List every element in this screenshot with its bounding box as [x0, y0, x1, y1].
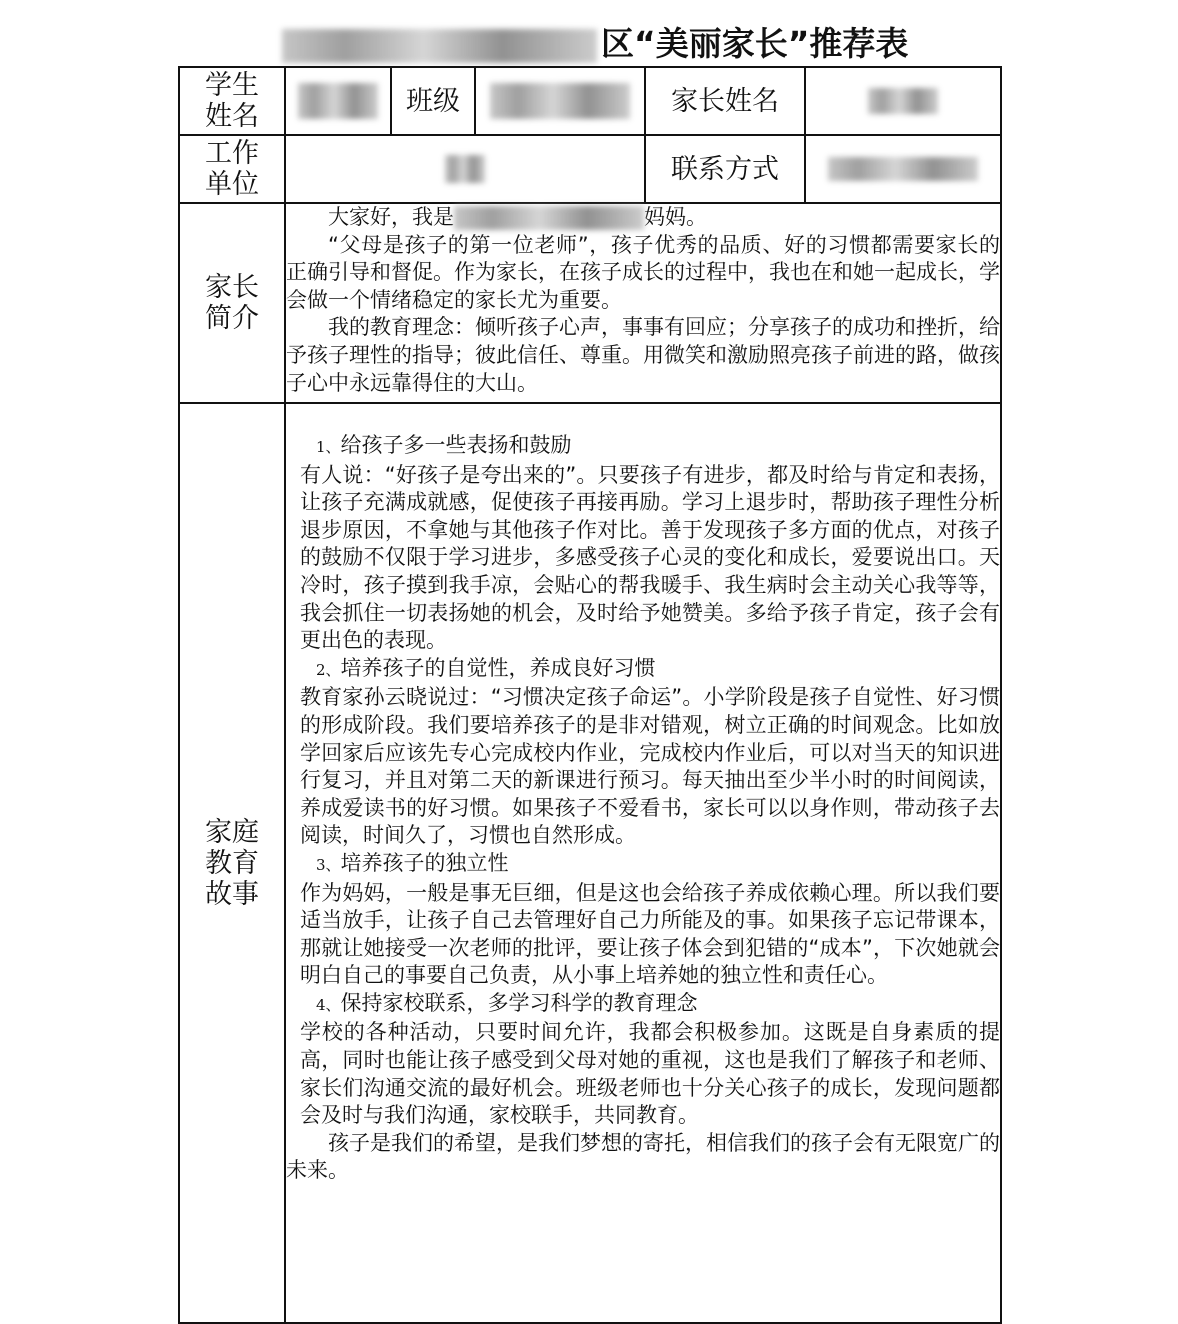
- parent-intro-label: 家长简介: [205, 272, 259, 334]
- redacted-child-name: [454, 206, 644, 230]
- family-story-label-cell: [179, 403, 285, 1323]
- story-heading-3: [286, 850, 1000, 880]
- redacted-school-name: [282, 29, 597, 63]
- story-heading-text-2: 培养孩子的自觉性，养成良好习惯: [340, 655, 656, 680]
- story-heading-1: [286, 432, 1000, 462]
- story-num-2: 2、: [316, 660, 341, 679]
- story-num-3: 3、: [316, 855, 341, 874]
- form-title: [282, 22, 922, 66]
- class-label: 班级: [391, 67, 475, 135]
- story-heading-text-3: 培养孩子的独立性: [340, 850, 509, 875]
- redacted-contact: [828, 157, 978, 181]
- contact-value: [805, 135, 1001, 203]
- intro-paragraph-2: 我的教育理念：倾听孩子心声，事事有回应；分享孩子的成功和挫折，给予孩子理性的指导；彼此信任、尊重。用微笑和激励照亮孩子前进的路，做孩子心中永远靠得住的大山。: [286, 315, 1000, 395]
- work-unit-label: 工作单位: [205, 138, 259, 200]
- intro-paragraph-1: “父母是孩子的第一位老师”，孩子优秀的品质、好的习惯都需要家长的正确引导和督促。作为家长，在孩子成长的过程中，我也在和她一起成长，学会做一个情绪稳定的家长尤为重要。: [286, 232, 1000, 312]
- parent-name-label: 家长姓名: [645, 67, 805, 135]
- story-closing: 孩子是我们的希望，是我们梦想的寄托，相信我们的孩子会有无限宽广的未来。: [286, 1130, 1000, 1183]
- story-heading-4: [286, 990, 1000, 1020]
- story-num-4: 4、: [316, 995, 341, 1014]
- student-name-value: [285, 67, 391, 135]
- class-value: [475, 67, 645, 135]
- redacted-parent-name: [868, 88, 938, 114]
- redacted-student-name: [298, 83, 378, 119]
- parent-intro-label-cell: [179, 203, 285, 403]
- redacted-work-unit: [445, 155, 485, 183]
- parent-intro-content: [285, 203, 1001, 403]
- story-num-1: 1、: [316, 438, 341, 456]
- story-text-4: 学校的各种活动，只要时间允许，我都会积极参加。这既是自身素质的提高，同时也能让孩子感受到父母对她的重视，这也是我们了解孩子和老师、家长们沟通交流的最好机会。班级老师也十分关心孩子的成长，发现问题都会及时与我们沟通，家校联手，共同教育。: [300, 1020, 1000, 1128]
- student-name-label-cell: [179, 67, 285, 135]
- story-text-1: 有人说：“好孩子是夸出来的”。只要孩子有进步，都及时给与肯定和表扬，让孩子充满成就感，促使孩子再接再励。学习上退步时，帮助孩子理性分析退步原因，不拿她与其他孩子作对比。善于发现孩子多方面的优点，对孩子的鼓励不仅限于学习进步，多感受孩子心灵的变化和成长，爱要说出口。天冷时，孩子摸到我手凉，会贴心的帮我暖手、我生病时会主动关心我等等，我会抓住一切表扬她的机会，及时给予她赞美。多给予孩子肯定，孩子会有更出色的表现。: [300, 462, 1000, 653]
- redacted-class: [490, 83, 630, 119]
- intro-greeting-post: 妈妈。: [644, 205, 707, 229]
- story-text-3: 作为妈妈，一般是事无巨细，但是这也会给孩子养成依赖心理。所以我们要适当放手，让孩子自己去管理好自己力所能及的事。如果孩子忘记带课本，那就让她接受一次老师的批评，要让孩子体会到犯错的“成本”，下次她就会明白自己的事要自己负责，从小事上培养她的独立性和责任心。: [300, 880, 1000, 988]
- contact-label: 联系方式: [645, 135, 805, 203]
- intro-greeting-pre: 大家好，我是: [328, 205, 454, 229]
- story-text-2: 教育家孙云晓说过：“习惯决定孩子命运”。小学阶段是孩子自觉性、好习惯的形成阶段。我们要培养孩子的是非对错观，树立正确的时间观念。比如放学回家后应该先专心完成校内作业，完成校内作业后，可以对当天的知识进行复习，并且对第二天的新课进行预习。每天抽出至少半小时的时间阅读，养成爱读书的好习惯。如果孩子不爱看书，家长可以以身作则，带动孩子去阅读，时间久了，习惯也自然形成。: [300, 685, 1000, 848]
- work-unit-label-cell: [179, 135, 285, 203]
- story-heading-text-1: 给孩子多一些表扬和鼓励: [340, 433, 572, 457]
- family-story-content: [285, 403, 1001, 1323]
- recommendation-form-table: [178, 66, 1002, 1324]
- title-text: 区“美丽家长”推荐表: [601, 24, 909, 63]
- story-heading-text-4: 保持家校联系，多学习科学的教育理念: [340, 990, 698, 1015]
- parent-name-value: [805, 67, 1001, 135]
- work-unit-value: [285, 135, 645, 203]
- student-name-label: 学生姓名: [205, 70, 259, 132]
- family-story-label: 家庭教育故事: [205, 816, 259, 910]
- story-heading-2: [286, 655, 1000, 685]
- intro-greeting: [286, 204, 1000, 232]
